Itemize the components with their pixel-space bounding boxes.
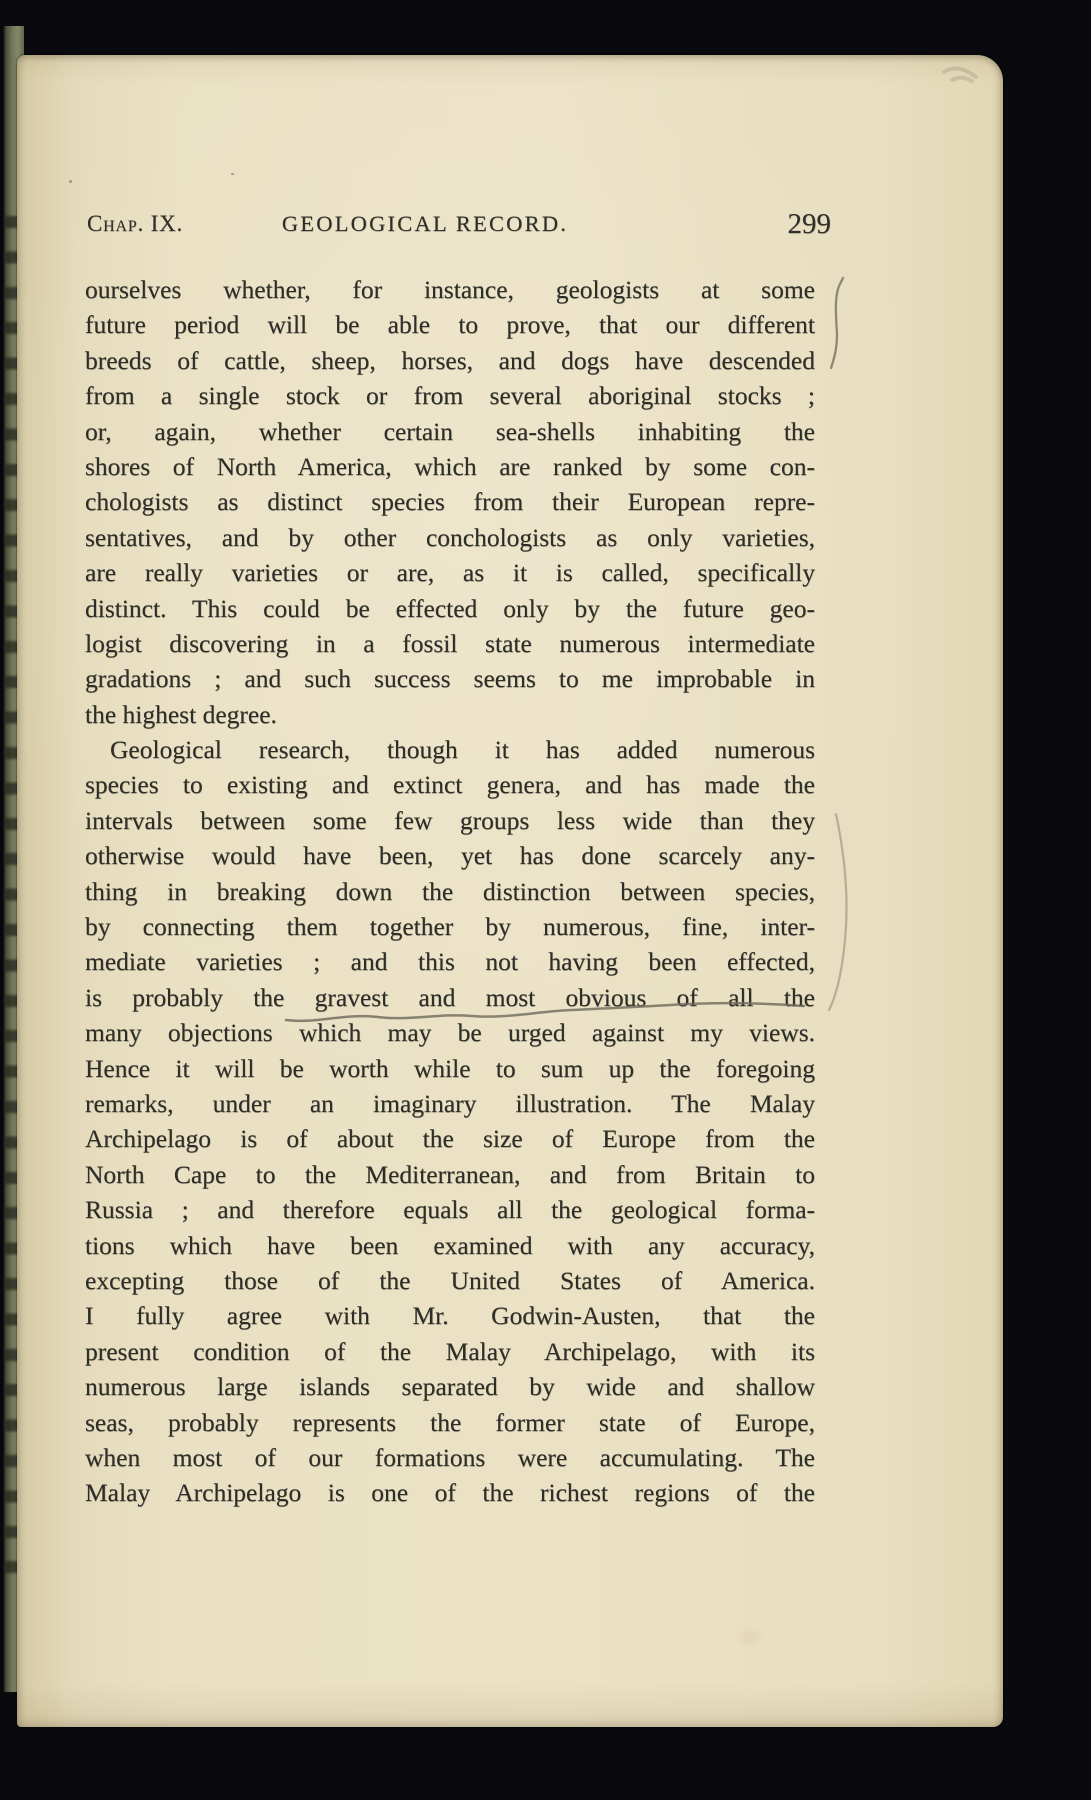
- text-line: logist discovering in a fossil state numerous intermediate: [85, 628, 815, 658]
- text-line: many objections which may be urged against my views.: [85, 1018, 815, 1048]
- text-line: species to existing and extinct genera, and has made the: [85, 770, 815, 800]
- text-line: sentatives, and by other conchologists as only varieties,: [85, 522, 815, 552]
- text-line: mediate varieties ; and this not having been effected,: [85, 947, 815, 977]
- text-line: is probably the gravest and most obvious of all the: [85, 982, 815, 1012]
- page-header: [85, 195, 831, 239]
- text-line: North Cape to the Mediterranean, and from Britain to: [85, 1159, 815, 1189]
- text-line: present condition of the Malay Archipelago, with its: [85, 1336, 815, 1366]
- text-line: from a single stock or from several aboriginal stocks ;: [85, 381, 815, 411]
- text-line: Geological research, though it has added numerous: [110, 735, 815, 765]
- text-line: seas, probably represents the former state of Europe,: [85, 1407, 815, 1437]
- paper-stain: [739, 1630, 761, 1644]
- running-title: GEOLOGICAL RECORD.: [281, 211, 569, 236]
- book-page: [17, 55, 1003, 1727]
- text-line: Malay Archipelago is one of the richest regions of the: [85, 1478, 815, 1508]
- text-line: chologists as distinct species from their European repre-: [85, 487, 815, 517]
- text-line: shores of North America, which are ranked by some con-: [85, 451, 815, 481]
- text-line: Russia ; and therefore equals all the geological forma-: [85, 1195, 815, 1225]
- text-line: are really varieties or are, as it is called, specifically: [85, 558, 815, 588]
- text-line: future period will be able to prove, that our different: [85, 310, 815, 340]
- paper-speck: [231, 173, 234, 175]
- text-line: ourselves whether, for instance, geologists at some: [85, 275, 815, 304]
- text-line: remarks, under an imaginary illustration. The Malay: [85, 1088, 815, 1118]
- text-line: Hence it will be worth while to sum up the foregoing: [85, 1053, 815, 1083]
- text-line: thing in breaking down the distinction between species,: [85, 876, 815, 906]
- text-line: numerous large islands separated by wide and shallow: [85, 1372, 815, 1402]
- text-line: by connecting them together by numerous, fine, inter-: [85, 912, 815, 942]
- page-body: [85, 272, 815, 1511]
- paper-speck: [69, 180, 72, 183]
- text-line: tions which have been examined with any accuracy,: [85, 1230, 815, 1260]
- text-line: intervals between some few groups less wide than they: [85, 805, 815, 835]
- page-number: 299: [787, 208, 831, 240]
- chapter-label: Chap. IX.: [87, 211, 184, 236]
- text-line: excepting those of the United States of America.: [85, 1265, 815, 1295]
- text-line: Archipelago is of about the size of Europe from the: [85, 1124, 815, 1154]
- text-line: the highest degree.: [85, 699, 277, 729]
- text-line: breeds of cattle, sheep, horses, and dogs have descended: [85, 345, 815, 375]
- text-line: gradations ; and such success seems to me improbable in: [85, 664, 815, 694]
- text-line: when most of our formations were accumulating. The: [85, 1442, 815, 1472]
- text-line: otherwise would have been, yet has done scarcely any-: [85, 841, 815, 871]
- text-line: distinct. This could be effected only by the future geo-: [85, 593, 815, 623]
- text-line: I fully agree with Mr. Godwin-Austen, that the: [85, 1301, 815, 1331]
- text-line: or, again, whether certain sea-shells inhabiting the: [85, 416, 815, 446]
